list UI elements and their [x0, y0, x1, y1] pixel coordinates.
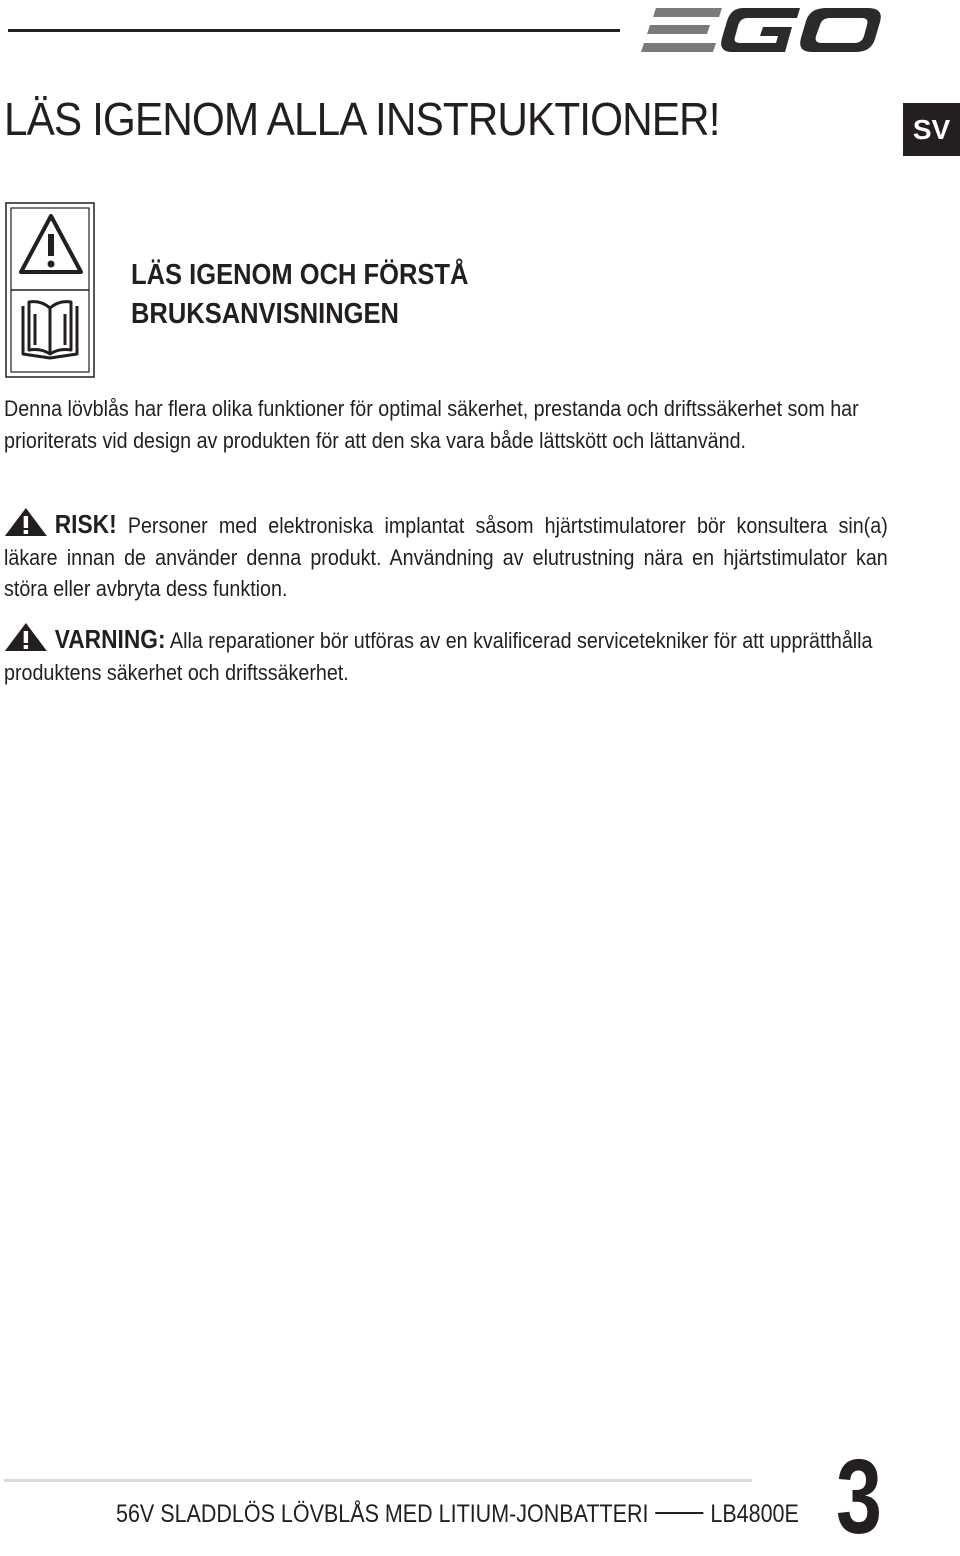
footer-product-name: 56V SLADDLÖS LÖVBLÅS MED LITIUM-JONBATTERI [116, 1500, 649, 1528]
intro-paragraph: Denna lövblås har flera olika funktioner för optimal säkerhet, prestanda och driftssäkerhet som har prioriterats vid design av produkten för att den ska vara både lättskött och lättanvänd. [4, 396, 859, 453]
warning-triangle-icon [4, 507, 48, 537]
header-rule [8, 29, 620, 32]
footer-rule [4, 1479, 752, 1482]
section-heading [131, 256, 501, 334]
risk-text: Personer med elektroniska implantat såsom hjärtstimulatorer bör konsultera sin(a) läkare innan de använder denna produkt. Användning av elutrustning nära en hjärtstimulator kan störa eller avbryta dess funktion. [4, 513, 888, 601]
safety-symbol-box [5, 202, 95, 378]
risk-label: RISK! [54, 509, 117, 539]
open-book-icon [23, 302, 77, 358]
warning-text: Alla reparationer bör utföras av en kvalificerad servicetekniker för att upprätthålla produktens säkerhet och driftssäkerhet. [4, 628, 873, 685]
warning-triangle-icon [4, 622, 48, 652]
ego-logo [640, 4, 884, 56]
language-badge: SV [903, 103, 960, 156]
risk-notice [4, 507, 888, 605]
warning-notice [4, 622, 888, 688]
footer-product-line [116, 1500, 799, 1529]
warning-label: VARNING: [54, 624, 166, 654]
section-heading-line2: BRUKSANVISNINGEN [131, 298, 399, 330]
warning-triangle-icon [21, 216, 81, 272]
page-title: LÄS IGENOM ALLA INSTRUKTIONER! [4, 93, 720, 145]
section-heading-line1: LÄS IGENOM OCH FÖRSTÅ [131, 259, 469, 291]
page-number: 3 [836, 1438, 882, 1556]
footer-dash [655, 1512, 703, 1514]
footer-model: LB4800E [710, 1500, 799, 1528]
